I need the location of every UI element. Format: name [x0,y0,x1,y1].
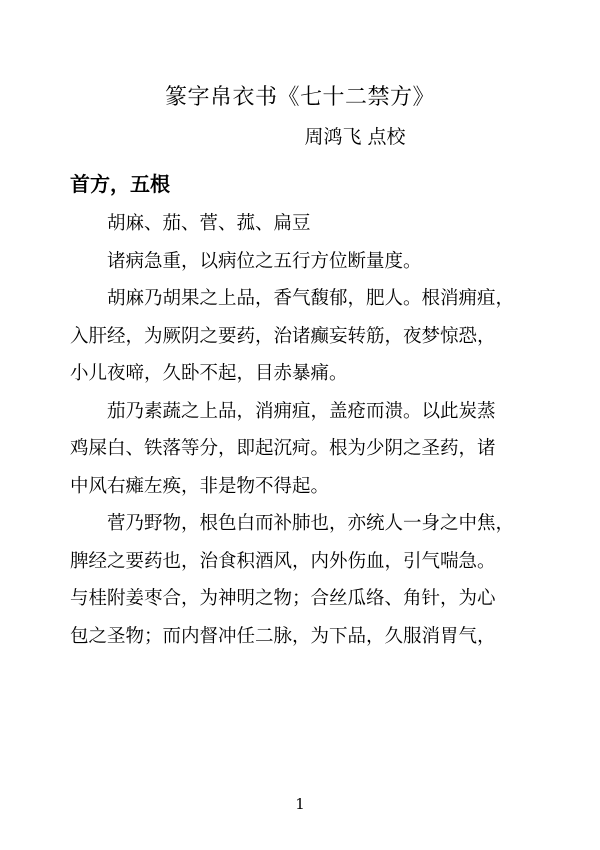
section-heading: 首方，五根 [70,172,170,196]
body-text [70,205,540,655]
text-line: 茄乃素蔬之上品，消痈疽，盖疮而溃。以此炭蒸 [107,400,496,422]
text-line: 鸡屎白、铁落等分，即起沉疴。根为少阴之圣药，诸 [70,438,496,459]
text-line: 与桂附姜枣合，为神明之物；合丝瓜络、角针，为心 [70,588,496,609]
text-line: 胡麻乃胡果之上品，香气馥郁，肥人。根消痈疽， [107,288,515,309]
text-line: 菅乃野物，根色白而补肺也，亦统人一身之中焦， [107,513,515,534]
text-line: 中风右瘫左痪，非是物不得起。 [70,475,330,497]
text-line: 诸病急重，以病位之五行方位断量度。 [107,250,422,272]
document-subtitle [0,124,600,150]
document-title: 篆字帛衣书《七十二禁方》 [164,85,435,110]
text-line: 包之圣物；而内督冲任二脉，为下品，久服消胃气， [70,625,496,647]
text-line: 脾经之要药也，治食积酒风，内外伤血，引气喘急。 [70,550,496,572]
text-line: 胡麻、茄、菅、菰、扁豆 [107,213,311,234]
text-line: 入肝经，为厥阴之要药，治诸癫妄转筋，夜梦惊恐， [70,325,496,347]
text-line: 小儿夜啼，久卧不起，目赤暴痛。 [70,363,348,384]
page-number: 1 [295,795,305,813]
editor-credit: 周鸿飞 点校 [304,126,406,148]
